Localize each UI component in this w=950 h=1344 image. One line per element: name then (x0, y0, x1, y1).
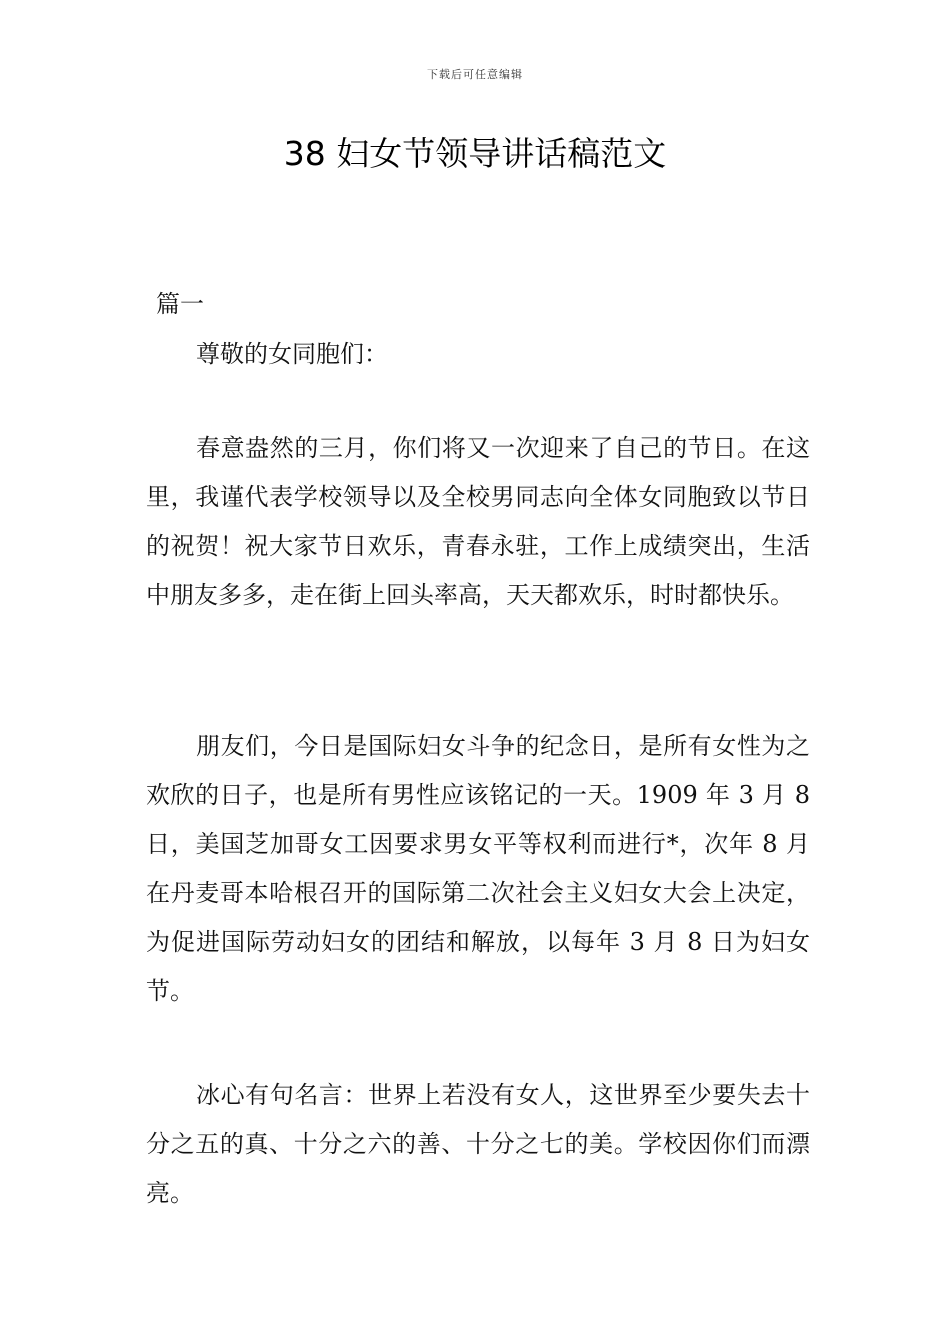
section-label: 篇一 (156, 290, 204, 318)
header-note: 下载后可任意编辑 (427, 68, 523, 81)
salutation: 尊敬的女同胞们： (196, 340, 388, 368)
paragraph-1: 春意盎然的三月，你们将又一次迎来了自己的节日。在这里，我谨代表学校领导以及全校男同志向全体女同胞致以节日的祝贺！祝大家节日欢乐，青春永驻，工作上成绩突出，生活中朋友多多，走在街上回头率高，天天都欢乐，时时都快乐。 (146, 434, 810, 609)
paragraph-3: 冰心有句名言：世界上若没有女人，这世界至少要失去十分之五的真、十分之六的善、十分之七的美。学校因你们而漂亮。 (146, 1081, 810, 1207)
paragraph-2: 朋友们，今日是国际妇女斗争的纪念日，是所有女性为之欢欣的日子，也是所有男性应该铭记的一天。1909 年 3 月 8 日，美国芝加哥女工因要求男女平等权利而进行*，次年 8 月在丹麦哥本哈根召开的国际第二次社会主义妇女大会上决定，为促进国际劳动妇女的团结和解放，以每年 3 月 8 日为妇女节。 (146, 732, 810, 1005)
document-title: 38 妇女节领导讲话稿范文 (283, 134, 667, 173)
